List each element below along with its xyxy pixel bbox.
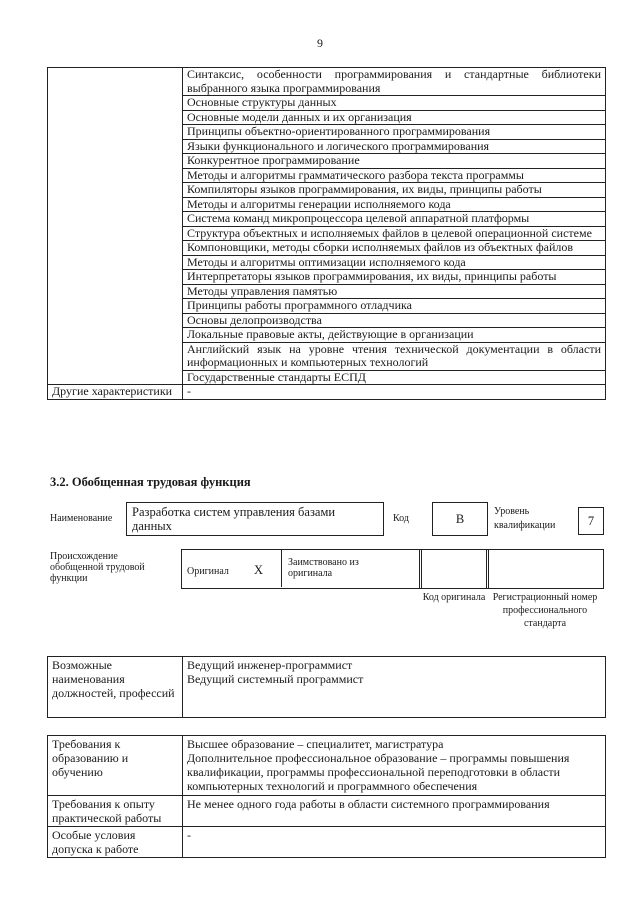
knowledge-item: Локальные правовые акты, действующие в организации: [183, 328, 606, 343]
requirement-item: Не менее одного года работы в области системного программирования: [187, 797, 550, 811]
requirement-item: -: [187, 828, 191, 842]
knowledge-label-cell: [48, 68, 183, 385]
knowledge-item: Методы управления памятью: [183, 284, 606, 299]
knowledge-item: Принципы объектно-ориентированного программирования: [183, 125, 606, 140]
knowledge-item: Интерпретаторы языков программирования, их виды, принципы работы: [183, 270, 606, 285]
code-caption: Код оригинала: [422, 592, 486, 603]
knowledge-table: [47, 67, 606, 400]
original-mark: X: [254, 563, 264, 577]
requirement-values: [183, 827, 606, 858]
knowledge-item: Принципы работы программного отладчика: [183, 299, 606, 314]
knowledge-item: Основы делопроизводства: [183, 313, 606, 328]
level-box: [578, 507, 604, 535]
knowledge-item: Конкурентное программирование: [183, 154, 606, 169]
requirements-table: [47, 735, 606, 858]
knowledge-item: Методы и алгоритмы оптимизации исполняемого кода: [183, 255, 606, 270]
knowledge-item: Система команд микропроцессора целевой аппаратной платформы: [183, 212, 606, 227]
requirement-row: [48, 736, 606, 796]
origin-label: Происхождение обобщенной трудовой функции: [50, 551, 145, 584]
knowledge-item: Государственные стандарты ЕСПД: [183, 370, 606, 385]
borrowed-label: Заимствовано из оригинала: [288, 557, 359, 579]
page-number: 9: [317, 36, 323, 50]
positions-table: [47, 656, 606, 718]
name-label: Наименование: [50, 513, 113, 524]
original-cell: [181, 549, 282, 587]
other-characteristics-value: -: [183, 385, 606, 400]
function-name-box: [126, 502, 384, 536]
requirement-values: [183, 736, 606, 796]
other-characteristics-label: Другие характеристики: [48, 385, 183, 400]
requirement-row: [48, 827, 606, 858]
section-title: 3.2. Обобщенная трудовая функция: [50, 475, 251, 489]
knowledge-item: Синтаксис, особенности программирования и стандартные библиотеки выбранного языка программирования: [183, 68, 606, 96]
positions-row: [48, 657, 606, 718]
knowledge-item: Основные модели данных и их организация: [183, 110, 606, 125]
knowledge-item: Методы и алгоритмы грамматического разбора текста программы: [183, 168, 606, 183]
original-label: Оригинал: [187, 566, 229, 577]
knowledge-item: Основные структуры данных: [183, 96, 606, 111]
knowledge-item: Структура объектных и исполняемых файлов в целевой операционной системе: [183, 226, 606, 241]
requirement-label: Требования к образованию и обучению: [48, 736, 183, 796]
level-label: Уровень квалификации: [494, 506, 556, 531]
code-label: Код: [393, 513, 409, 524]
requirement-values: [183, 796, 606, 827]
knowledge-item: Компиляторы языков программирования, их виды, принципы работы: [183, 183, 606, 198]
knowledge-item: Компоновщики, методы сборки исполняемых файлов из объектных файлов: [183, 241, 606, 256]
code-box: [432, 502, 488, 536]
requirement-label: Требования к опыту практической работы: [48, 796, 183, 827]
positions-values: [183, 657, 606, 718]
reg-caption: Регистрационный номер профессионального стандарта: [492, 592, 598, 629]
requirement-row: [48, 796, 606, 827]
knowledge-row: [48, 68, 606, 96]
reg-number-box: [486, 549, 604, 589]
knowledge-item: Английский язык на уровне чтения технической документации в области информационных и компьютерных технологий: [183, 342, 606, 370]
knowledge-item: Языки функционального и логического программирования: [183, 139, 606, 154]
position-item: Ведущий системный программист: [187, 672, 364, 686]
requirement-label: Особые условия допуска к работе: [48, 827, 183, 858]
code-value: B: [455, 512, 465, 526]
original-code-box: [419, 549, 489, 589]
requirement-item: Высшее образование – специалитет, магистратура: [187, 737, 444, 751]
positions-label: Возможные наименования должностей, профессий: [48, 657, 183, 718]
knowledge-item: Методы и алгоритмы генерации исполняемого кода: [183, 197, 606, 212]
function-name: Разработка систем управления базами данных: [132, 505, 336, 533]
position-item: Ведущий инженер-программист: [187, 658, 353, 672]
other-characteristics-row: [48, 385, 606, 400]
requirement-item: Дополнительное профессиональное образование – программы повышения квалификации, программы профессиональной переподготовки в области компьютерных технологий и программного обеспечения: [187, 751, 570, 793]
level-value: 7: [587, 514, 595, 528]
